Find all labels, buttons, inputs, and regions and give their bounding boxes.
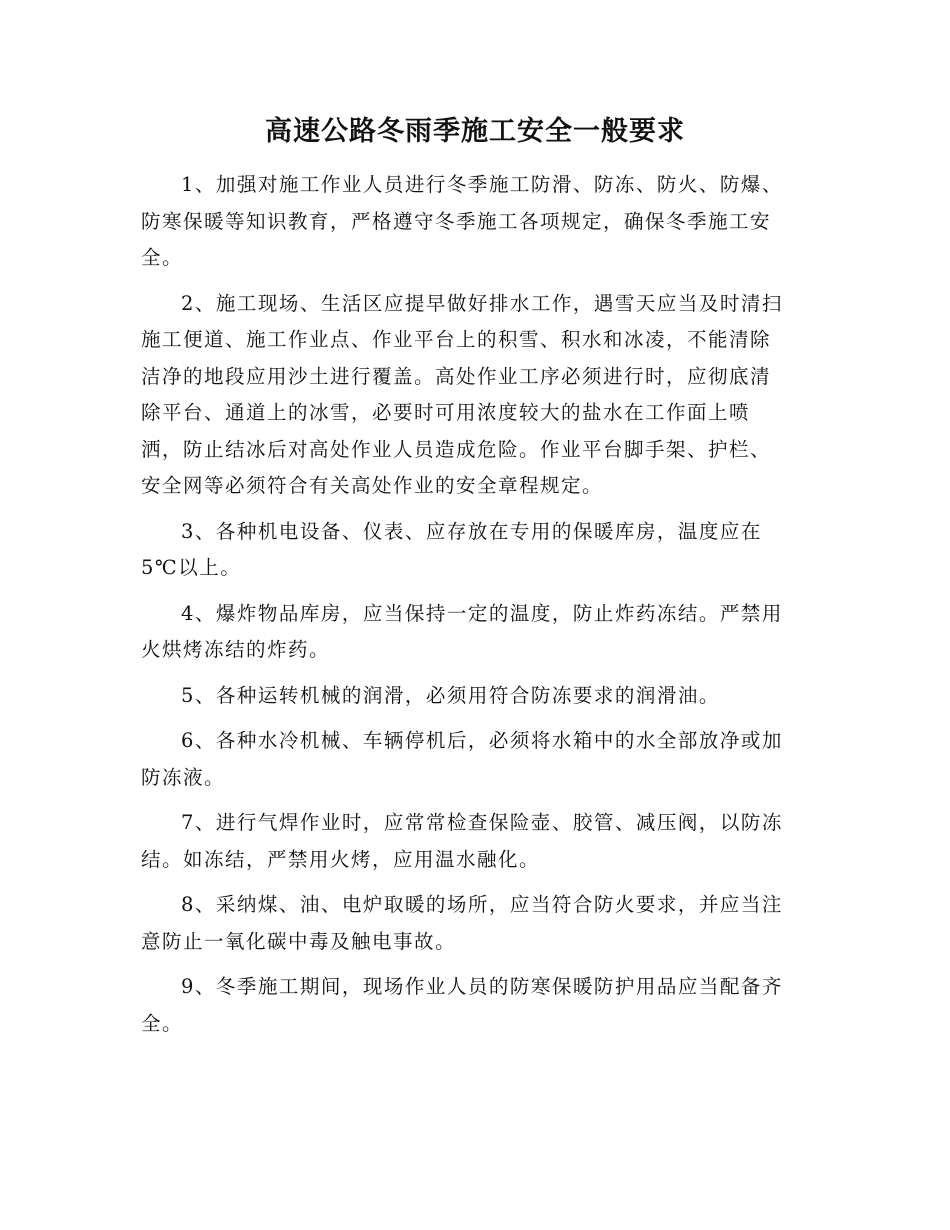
paragraph-8: 8、采纳煤、油、电炉取暖的场所，应当符合防火要求，并应当注 意防止一氧化碳中毒及触电事故。 bbox=[141, 893, 783, 953]
paragraph-3: 3、各种机电设备、仪表、应存放在专用的保暖库房，温度应在 5℃以上。 bbox=[141, 519, 762, 579]
paragraph-4: 4、爆炸物品库房，应当保持一定的温度，防止炸药冻结。严禁用 火烘烤冻结的炸药。 bbox=[141, 601, 783, 661]
paragraph-9: 9、冬季施工期间，现场作业人员的防寒保暖防护用品应当配备齐 全。 bbox=[141, 975, 783, 1035]
paragraph-2: 2、施工现场、生活区应提早做好排水工作，遇雪天应当及时清扫 施工便道、施工作业点、作业平台上的积雪、积水和冰凌，不能清除 洁净的地段应用沙土进行覆盖。高处作业工序必须进行时，应彻底清 除平台、通道上的冰雪，必要时可用浓度较大的盐水在工作面上喷 洒，防止结冰后对高处作业人员造成危险。作业平台脚手架、护栏、 安全网等必须符合有关高处作业的安全章程规定。 bbox=[141, 291, 783, 497]
document-body bbox=[141, 167, 809, 1051]
paragraph-7: 7、进行气焊作业时，应常常检查保险壶、胶管、减压阀，以防冻 结。如冻结，严禁用火烤，应用温水融化。 bbox=[141, 811, 783, 871]
paragraph-5: 5、各种运转机械的润滑，必须用符合防冻要求的润滑油。 bbox=[181, 683, 720, 707]
paragraph-6: 6、各种水冷机械、车辆停机后，必须将水箱中的水全部放净或加 防冻液。 bbox=[141, 729, 783, 789]
paragraph-1: 1、加强对施工作业人员进行冬季施工防滑、防冻、防火、防爆、 防寒保暖等知识教育，严格遵守冬季施工各项规定，确保冬季施工安 全。 bbox=[141, 173, 783, 269]
document-title: 高速公路冬雨季施工安全一般要求 bbox=[265, 116, 685, 147]
